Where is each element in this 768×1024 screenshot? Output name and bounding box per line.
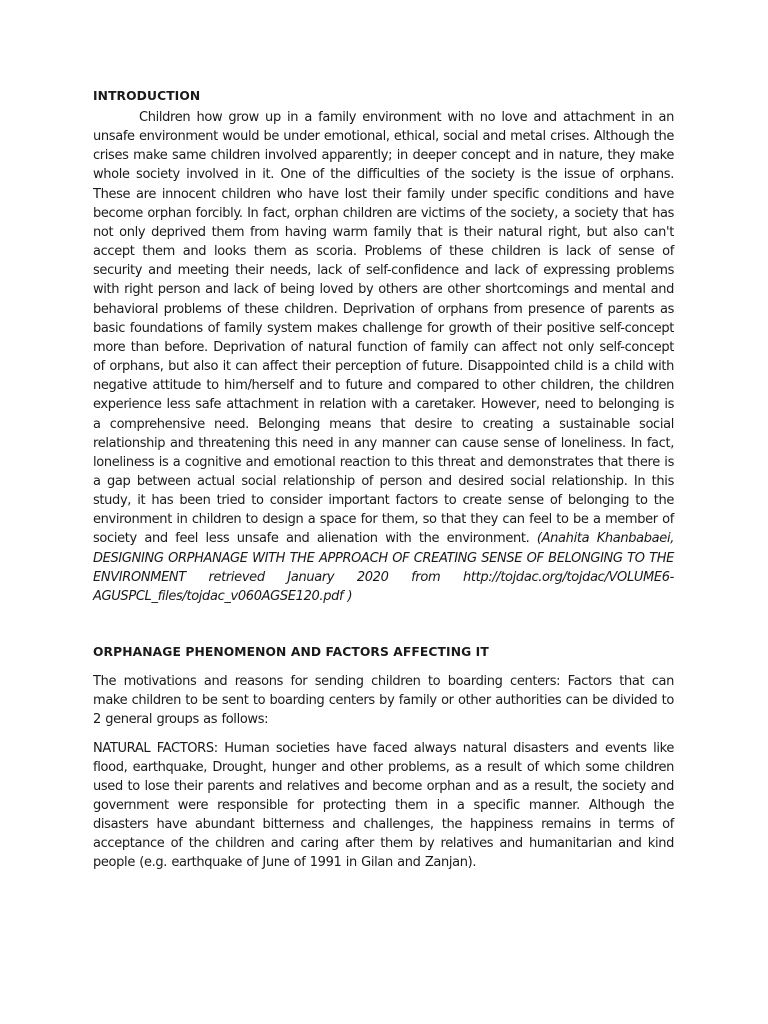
document-page bbox=[93, 87, 674, 873]
section-spacer bbox=[93, 606, 674, 643]
motivations-paragraph: The motivations and reasons for sending children to boarding centers: Factors that can make children to be sent to boarding centers by family or other authorities can be divided to 2 general groups as follows: bbox=[93, 674, 674, 728]
introduction-heading: INTRODUCTION bbox=[93, 89, 201, 103]
introduction-citation: (Anahita Khanbabaei, DESIGNING ORPHANAGE WITH THE APPROACH OF CREATING SENSE OF BELONGING TO THE ENVIRONMENT retrieved January 2020 from http://tojdac.org/tojdac/VOLUME6-AGUSPCL_files/tojdac_v060AGSE120.pdf ) bbox=[93, 531, 674, 604]
heading-spacer bbox=[93, 662, 674, 672]
paragraph-spacer bbox=[93, 730, 674, 739]
natural-factors-paragraph: NATURAL FACTORS: Human societies have faced always natural disasters and events like flood, earthquake, Drought, hunger and other problems, as a result of which some children used to lose their parents and relatives and become orphan and as a result, the society and government were responsible for protecting them in a specific manner. Although the disasters have abundant bitterness and challenges, the happiness remains in terms of acceptance of the children and caring after them by relatives and humanitarian and kind people (e.g. earthquake of June of 1991 in Gilan and Zanjan). bbox=[93, 740, 674, 871]
introduction-paragraph bbox=[93, 108, 674, 606]
introduction-body: Children how grow up in a family environment with no love and attachment in an unsafe environment would be under emotional, ethical, social and metal crises. Although the crises make same children involved apparently; in deeper concept and in nature, they make whole society involved in it. One of the difficulties of the society is the issue of orphans. These are innocent children who have lost their family under specific conditions and have become orphan forcibly. In fact, orphan children are victims of the society, a society that has not only deprived them from having warm family that is their natural right, but also can't accept them and looks them as scoria. Problems of these children is lack of sense of security and meeting their needs, lack of self-confidence and lack of expressing problems with right person and lack of being loved by others are other shortcomings and mental and behavioral problems of these children. Deprivation of orphans from presence of parents as basic foundations of family system makes challenge for growth of their positive self-concept more than before. Deprivation of natural function of family can affect not only self-concept of orphans, but also it can affect their perception of future. Disappointed child is a child with negative attitude to him/herself and to future and compared to other children, the children experience less safe attachment in relation with a caretaker. However, need to belonging is a comprehensive need. Belonging means that desire to creating a sustainable social relationship and threatening this need in any manner can cause sense of loneliness. In fact, loneliness is a cognitive and emotional reaction to this threat and demonstrates that there is a gap between actual social relationship of person and desired social relationship. In this study, it has been tried to consider important factors to create sense of belonging to the environment in children to design a space for them, so that they can feel to be a member of society and feel less unsafe and alienation with the environment. bbox=[93, 110, 674, 547]
orphanage-heading: ORPHANAGE PHENOMENON AND FACTORS AFFECTING IT bbox=[93, 645, 489, 660]
